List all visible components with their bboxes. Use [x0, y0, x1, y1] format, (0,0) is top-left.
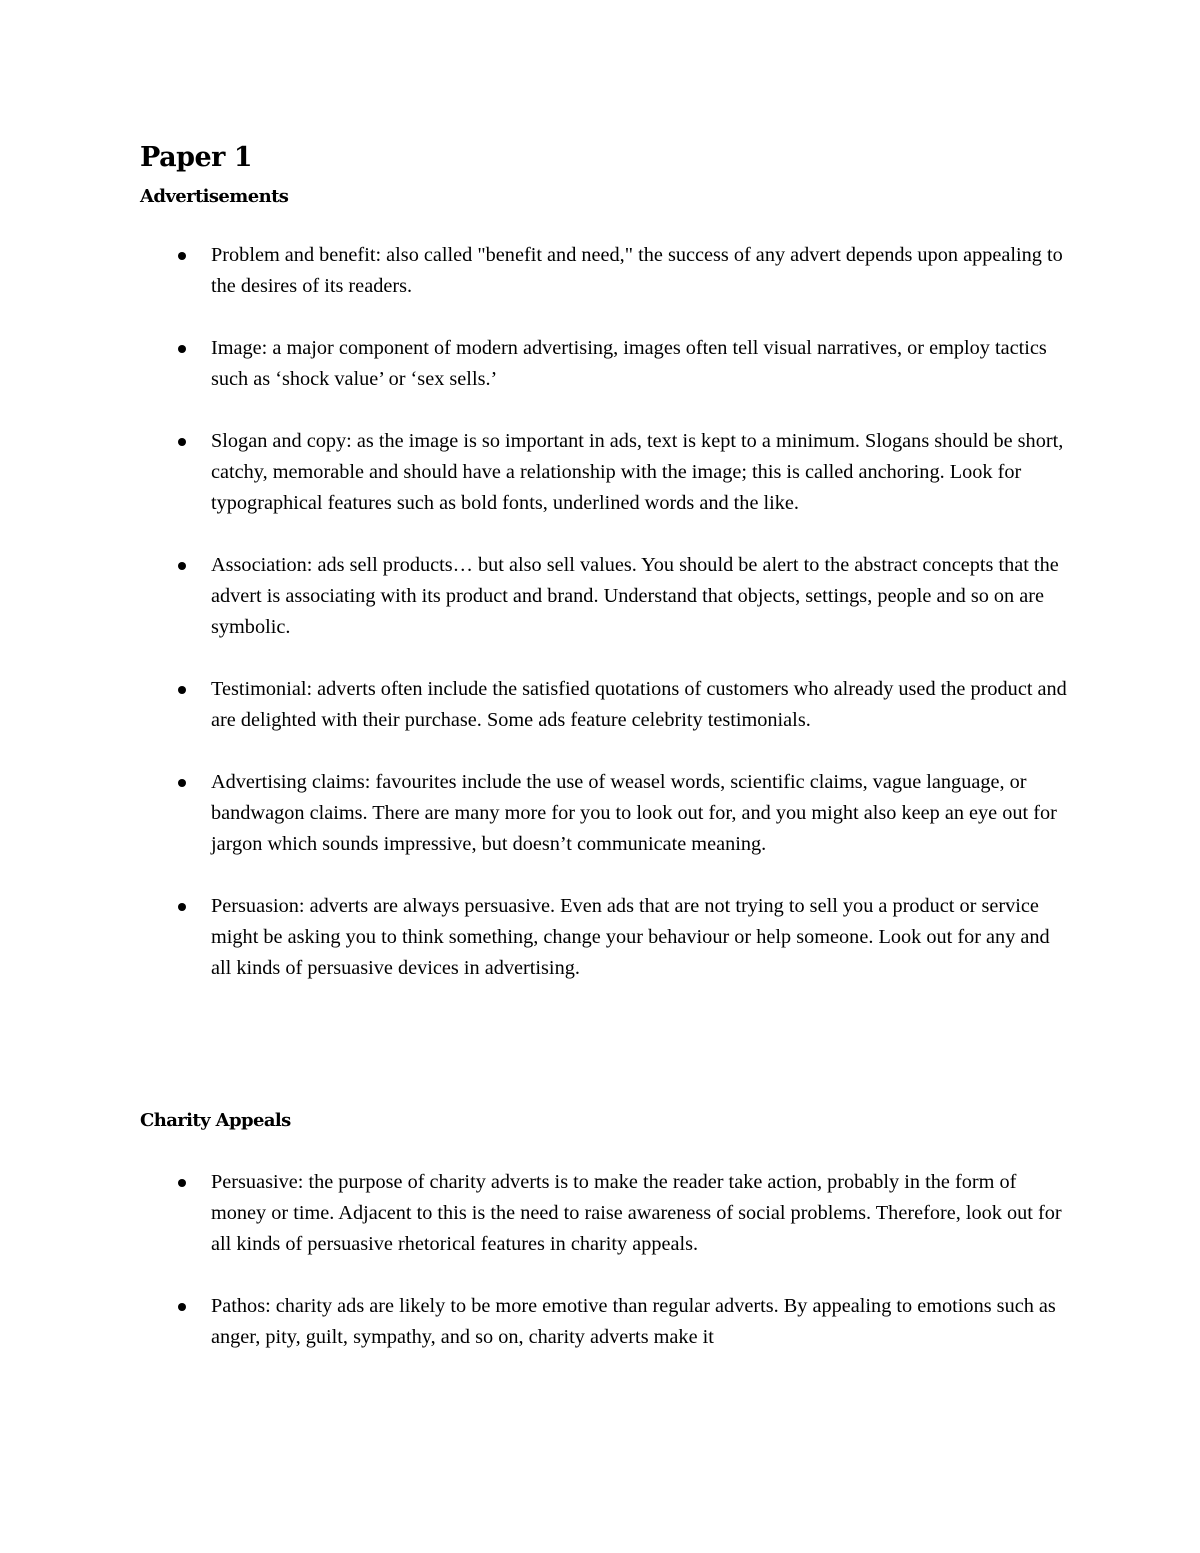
section-heading-charity-appeals: Charity Appeals	[140, 1110, 291, 1131]
list-item	[0, 550, 1071, 643]
bullet-icon	[178, 1179, 186, 1187]
bullet-icon	[178, 686, 186, 694]
list-item	[0, 333, 1071, 395]
list-item-text: Problem and benefit: also called "benefit and need," the success of any advert depends upon appealing to the desires of its readers.	[211, 244, 1063, 297]
list-item-text: Association: ads sell products… but also sell values. You should be alert to the abstract concepts that the advert is associating with its product and brand. Understand that objects, settings, people and so on are symbolic.	[211, 554, 1059, 638]
list-item	[0, 426, 1071, 519]
page-title: Paper 1	[140, 142, 253, 173]
list-item-text: Advertising claims: favourites include the use of weasel words, scientific claims, vague language, or bandwagon claims. There are many more for you to look out for, and you might also keep an eye out for jargon which sounds impressive, but doesn’t communicate meaning.	[211, 771, 1057, 855]
bullet-icon	[178, 1303, 186, 1311]
list-item	[0, 891, 1071, 984]
list-item-text: Persuasive: the purpose of charity adverts is to make the reader take action, probably in the form of money or time. Adjacent to this is the need to raise awareness of social problems. Therefore, look out for all kinds of persuasive rhetorical features in charity appeals.	[211, 1171, 1062, 1255]
list-item	[0, 674, 1071, 736]
list-item	[0, 1291, 1071, 1353]
bullet-icon	[178, 779, 186, 787]
section-heading-advertisements: Advertisements	[140, 186, 289, 207]
list-item-text: Testimonial: adverts often include the satisfied quotations of customers who already used the product and are delighted with their purchase. Some ads feature celebrity testimonials.	[211, 678, 1067, 731]
bullet-icon	[178, 252, 186, 260]
list-item-text: Persuasion: adverts are always persuasive. Even ads that are not trying to sell you a product or service might be asking you to think something, change your behaviour or help someone. Look out for any and all kinds of persuasive devices in advertising.	[211, 895, 1050, 979]
list-item	[0, 1167, 1071, 1260]
list-item-text: Pathos: charity ads are likely to be more emotive than regular adverts. By appealing to emotions such as anger, pity, guilt, sympathy, and so on, charity adverts make it	[211, 1295, 1056, 1348]
advertisements-list	[0, 240, 1200, 1015]
bullet-icon	[178, 562, 186, 570]
list-item	[0, 240, 1071, 302]
bullet-icon	[178, 345, 186, 353]
list-item-text: Slogan and copy: as the image is so important in ads, text is kept to a minimum. Slogans should be short, catchy, memorable and should have a relationship with the image; this is called anchoring. Look for typographical features such as bold fonts, underlined words and the like.	[211, 430, 1064, 514]
bullet-icon	[178, 438, 186, 446]
bullet-icon	[178, 903, 186, 911]
list-item-text: Image: a major component of modern advertising, images often tell visual narratives, or employ tactics such as ‘shock value’ or ‘sex sells.’	[211, 337, 1047, 390]
charity-appeals-list	[0, 1167, 1200, 1384]
list-item	[0, 767, 1071, 860]
